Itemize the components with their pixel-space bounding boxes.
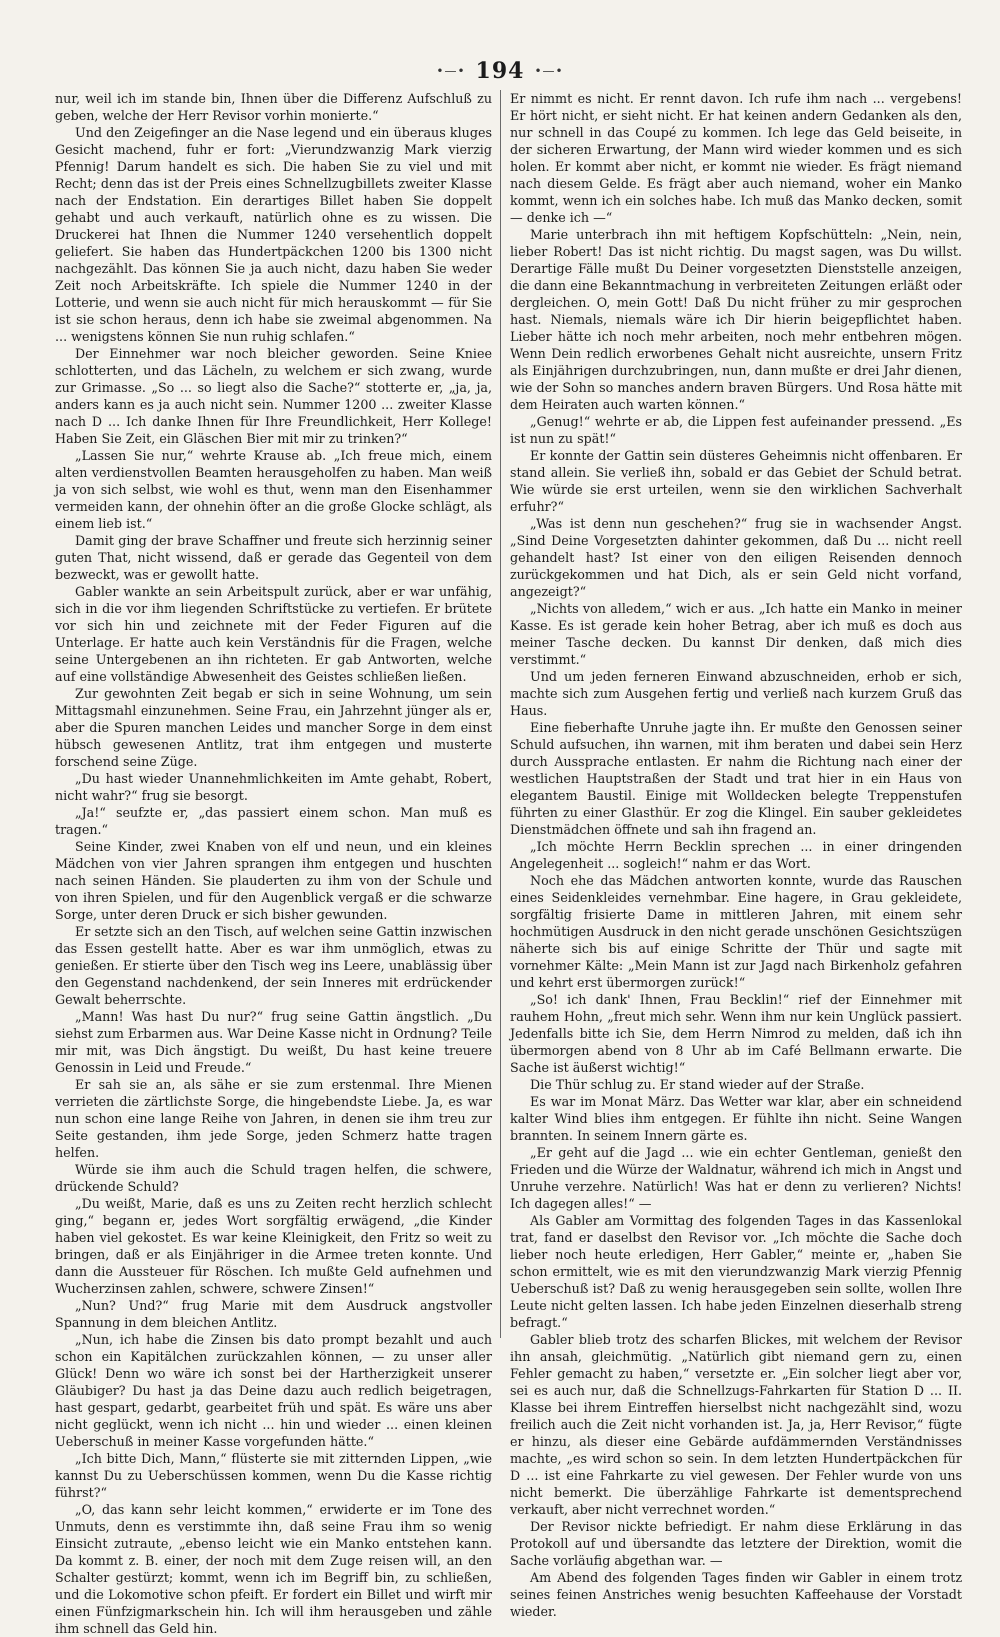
paragraph: „Lassen Sie nur,“ wehrte Krause ab. „Ich freue mich, einem alten verdienstvollen Beamten herausgeholfen zu haben. Man weiß ja von sich selbst, wie wohl es thut, wenn man den Eisenhammer vermeiden kann, der ohnehin öfter an die große Glocke schlägt, als einem lieb ist.“ (55, 448, 492, 531)
paragraph: „So! ich dank' Ihnen, Frau Becklin!“ rief der Einnehmer mit rauhem Hohn, „freut mich sehr. Wenn ihm nur kein Unglück passiert. Jedenfalls bitte ich Sie, dem Herrn Nimrod zu melden, daß ich ihn übermorgen abend von 8 Uhr ab im Café Bellmann erwarte. Die Sache ist äußerst wichtig!“ (510, 992, 962, 1075)
paragraph: „Ja!“ seufzte er, „das passiert einem schon. Man muß es tragen.“ (55, 805, 492, 837)
paragraph: „Er geht auf die Jagd ... wie ein echter Gentleman, genießt den Frieden und die Würze der Waldnatur, während ich mich in Angst und Unruhe verzehre. Natürlich! Was hat er denn zu verlieren? Nichts! Ich dagegen alles!“ — (510, 1145, 962, 1211)
paragraph: Der Einnehmer war noch bleicher geworden. Seine Kniee schlotterten, und das Lächeln, zu welchem er sich zwang, wurde zur Grimasse. „So ... so liegt also die Sache?“ stotterte er, „ja, ja, anders kann es ja auch nicht sein. Nummer 1200 ... zweiter Klasse nach D ... Ich danke Ihnen für Ihre Freundlichkeit, Herr Kollege! Haben Sie Zeit, ein Gläschen Bier mit mir zu trinken?“ (55, 346, 492, 446)
paragraph: Und um jeden ferneren Einwand abzuschneiden, erhob er sich, machte sich zum Ausgehen fertig und verließ nach kurzem Gruß das Haus. (510, 669, 962, 718)
paragraph: „Ich möchte Herrn Becklin sprechen ... in einer dringenden Angelegenheit ... sogleich!“ nahm er das Wort. (510, 839, 962, 871)
paragraph: „Nichts von alledem,“ wich er aus. „Ich hatte ein Manko in meiner Kasse. Es ist gerade kein hoher Betrag, aber ich muß es doch aus meiner Tasche decken. Du kannst Dir denken, daß mich dies verstimmt.“ (510, 601, 962, 667)
paragraph: „Ich bitte Dich, Mann,“ flüsterte sie mit zitternden Lippen, „wie kannst Du zu Ueberschüssen kommen, wenn Du die Kasse richtig führst?“ (55, 1451, 492, 1500)
paragraph: „Nun? Und?“ frug Marie mit dem Ausdruck angstvoller Spannung in dem bleichen Antlitz. (55, 1298, 492, 1330)
paragraph: Gabler blieb trotz des scharfen Blickes, mit welchem der Revisor ihn ansah, gleichmütig. „Natürlich gibt niemand gern zu, einen Fehler gemacht zu haben,“ versetzte er. „Ein solcher liegt aber vor, sei es auch nur, daß die Schnellzugs-Fahrkarten für Station D ... II. Klasse bei ihrem Eintreffen hierselbst nicht nachgezählt sind, wozu freilich auch die Zeit nicht vorhanden ist. Ja, ja, Herr Revisor,“ fügte er hinzu, als dieser eine Gebärde aufdämmernden Verständnisses machte, „es wird schon so sein. In dem letzten Hundertpäckchen für D ... ist eine Fahrkarte zu viel gewesen. Der Fehler wurde von uns nicht bemerkt. Die überzählige Fahrkarte ist dementsprechend verkauft, aber nicht verrechnet worden.“ (510, 1332, 962, 1517)
paragraph: Er sah sie an, als sähe er sie zum erstenmal. Ihre Mienen verrieten die zärtlichste Sorge, die hingebendste Liebe. Ja, es war nun schon eine lange Reihe von Jahren, in denen sie ihm treu zur Seite gestanden, ihm jede Sorge, jeden Schmerz hatte tragen helfen. (55, 1077, 492, 1160)
paragraph: Die Thür schlug zu. Er stand wieder auf der Straße. (530, 1077, 865, 1092)
paragraph: „Genug!“ wehrte er ab, die Lippen fest aufeinander pressend. „Es ist nun zu spät!“ (510, 414, 962, 446)
page-header (0, 56, 1000, 86)
paragraph: Er konnte der Gattin sein düsteres Geheimnis nicht offenbaren. Er stand allein. Sie verließ ihn, sobald er das Gebiet der Schuld betrat. Wie würde sie erst urteilen, wenn sie den wirklichen Sachverhalt erfuhr?“ (510, 448, 962, 514)
page-number: 194 (475, 58, 525, 84)
header-ornament-right: •—• (534, 64, 564, 78)
paragraph: „Du weißt, Marie, daß es uns zu Zeiten recht herzlich schlecht ging,“ begann er, jedes Wort sorgfältig erwägend, „die Kinder haben viel gekostet. Es war keine Kleinigkeit, den Fritz so weit zu bringen, daß er als Einjähriger in die Armee treten konnte. Und dann die Aussteuer für Röschen. Ich mußte Geld aufnehmen und Wucherzinsen zahlen, schwere, schwere Zinsen!“ (55, 1196, 492, 1296)
paragraph: Seine Kinder, zwei Knaben von elf und neun, und ein kleines Mädchen von vier Jahren sprangen ihm entgegen und huschten nach seinen Händen. Sie plauderten zu ihm von der Schule und von ihren Spielen, und für den Augenblick vergaß er die schwarze Sorge, unter deren Druck er sich bisher gewunden. (55, 839, 492, 922)
paragraph: Er nimmt es nicht. Er rennt davon. Ich rufe ihm nach ... vergebens! Er hört nicht, er sieht nicht. Er hat keinen andern Gedanken als den, nur schnell in das Coupé zu kommen. Ich lege das Geld beiseite, in der sicheren Erwartung, der Mann wird wieder kommen und es sich holen. Er kommt aber nicht, er kommt nie wieder. Es frägt niemand nach diesem Gelde. Es frägt aber auch niemand, woher ein Manko kommt, wenn ich ein solches habe. Ich muß das Manko decken, somit — denke ich —“ (510, 91, 962, 225)
right-column (510, 90, 962, 1619)
paragraph: Würde sie ihm auch die Schuld tragen helfen, die schwere, drückende Schuld? (55, 1162, 492, 1194)
column-divider (500, 90, 501, 1338)
paragraph: Gabler wankte an sein Arbeitspult zurück, aber er war unfähig, sich in die vor ihm liegenden Schriftstücke zu vertiefen. Er brütete vor sich hin und zeichnete mit der Feder Figuren auf die Unterlage. Er hatte auch kein Verständnis für die Fragen, welche seine Untergebenen an ihn richteten. Er gab Antworten, welche auf eine vollständige Abwesenheit des Geistes schließen ließen. (55, 584, 492, 684)
paragraph: „Nun, ich habe die Zinsen bis dato prompt bezahlt und auch schon ein Kapitälchen zurückzahlen können, — zu unser aller Glück! Denn wo wäre ich sonst bei der Hartherzigkeit unserer Gläubiger? Du hast ja das Deine dazu auch redlich beigetragen, hast gespart, gedarbt, gearbeitet früh und spät. Es wäre uns aber nicht geglückt, wenn ich nicht ... hin und wieder ... einen kleinen Ueberschuß in meiner Kasse vorgefunden hätte.“ (55, 1332, 492, 1449)
paragraph: Er setzte sich an den Tisch, auf welchen seine Gattin inzwischen das Essen gestellt hatte. Aber es war ihm unmöglich, etwas zu genießen. Er stierte über den Tisch weg ins Leere, unablässig über den Gegenstand nachdenkend, der sein Inneres mit erdrückender Gewalt beherrschte. (55, 924, 492, 1007)
left-column (55, 90, 492, 1636)
paragraph: Zur gewohnten Zeit begab er sich in seine Wohnung, um sein Mittagsmahl einzunehmen. Seine Frau, ein Jahrzehnt jünger als er, aber die Spuren manchen Leides und mancher Sorge in dem einst hübsch gewesenen Antlitz, trat ihm entgegen und musterte forschend seine Züge. (55, 686, 492, 769)
paragraph: Marie unterbrach ihn mit heftigem Kopfschütteln: „Nein, nein, lieber Robert! Das ist nicht richtig. Du magst sagen, was Du willst. Derartige Fälle mußt Du Deiner vorgesetzten Dienststelle anzeigen, die dann eine Bekanntmachung in verbreiteten Zeitungen erläßt oder dergleichen. O, mein Gott! Daß Du nicht früher zu mir gesprochen hast. Niemals, niemals wäre ich Dir hierin beigepflichtet haben. Lieber hätte ich noch mehr arbeiten, noch mehr entbehren mögen. Wenn Dein redlich erworbenes Gehalt nicht ausreichte, unsern Fritz als Einjährigen durchzubringen, nun, dann mußte er drei Jahr dienen, wie der Sohn so manches andern braven Bürgers. Und Rosa hätte mit dem Heiraten auch warten können.“ (510, 227, 962, 412)
paragraph: Noch ehe das Mädchen antworten konnte, wurde das Rauschen eines Seidenkleides vernehmbar. Eine hagere, in Grau gekleidete, sorgfältig frisierte Dame in mittleren Jahren, mit einem sehr hochmütigen Ausdruck in den nicht gerade unschönen Gesichtszügen näherte sich bis auf einige Schritte der Thür und sagte mit vornehmer Kälte: „Mein Mann ist zur Jagd nach Birkenholz gefahren und kehrt erst übermorgen zurück!“ (510, 873, 962, 990)
paragraph: „Du hast wieder Unannehmlichkeiten im Amte gehabt, Robert, nicht wahr?“ frug sie besorgt. (55, 771, 492, 803)
paragraph: nur, weil ich im stande bin, Ihnen über die Differenz Aufschluß zu geben, welche der Herr Revisor vorhin monierte.“ (55, 91, 492, 123)
header-ornament-left: •—• (436, 64, 466, 78)
paragraph: Als Gabler am Vormittag des folgenden Tages in das Kassenlokal trat, fand er daselbst den Revisor vor. „Ich möchte die Sache doch lieber noch heute erledigen, Herr Gabler,“ meinte er, „haben Sie schon ermittelt, wie es mit den vierundzwanzig Mark vierzig Pfennig Ueberschuß ist? Daß zu wenig herausgegeben sein sollte, wollen Ihre Leute nicht gelten lassen. Ich habe jeden Einzelnen dieserhalb streng befragt.“ (510, 1213, 962, 1330)
paragraph: „Mann! Was hast Du nur?“ frug seine Gattin ängstlich. „Du siehst zum Erbarmen aus. War Deine Kasse nicht in Ordnung? Teile mir mit, was Dich ängstigt. Du weißt, Du hast keine treuere Genossin in Leid und Freude.“ (55, 1009, 492, 1075)
paragraph: Damit ging der brave Schaffner und freute sich herzinnig seiner guten That, nicht wissend, daß er gerade das Gegenteil von dem bezweckt, was er gewollt hatte. (55, 533, 492, 582)
paragraph: „O, das kann sehr leicht kommen,“ erwiderte er im Tone des Unmuts, denn es verstimmte ihn, daß seine Frau ihm so wenig Einsicht zutraute, „ebenso leicht wie ein Manko entstehen kann. Da kommt z. B. einer, der noch mit dem Zuge reisen will, an den Schalter gestürzt; kommt, wenn ich im Begriff bin, zu schließen, und die Lokomotive schon pfeift. Er fordert ein Billet und wirft mir einen Fünfzigmarkschein hin. Ich will ihm herausgeben und zähle ihm schnell das Geld hin. (55, 1502, 492, 1636)
paragraph: Eine fieberhafte Unruhe jagte ihn. Er mußte den Genossen seiner Schuld aufsuchen, ihn warnen, mit ihm beraten und dabei sein Herz durch Aussprache entlasten. Er nahm die Richtung nach einer der westlichen Hauptstraßen der Stadt und trat hier in ein Haus von elegantem Baustil. Einige mit Wolldecken belegte Treppenstufen führten zu einer Glasthür. Er zog die Klingel. Ein sauber gekleidetes Dienstmädchen öffnete und sah ihn fragend an. (510, 720, 962, 837)
paragraph: Der Revisor nickte befriedigt. Er nahm diese Erklärung in das Protokoll auf und übersandte das letztere der Direktion, womit die Sache vorläufig abgethan war. — (510, 1519, 962, 1568)
paragraph: Am Abend des folgenden Tages finden wir Gabler in einem trotz seines feinen Anstriches wenig besuchten Kaffeehause der Vorstadt wieder. (510, 1570, 962, 1619)
paragraph: Und den Zeigefinger an die Nase legend und ein überaus kluges Gesicht machend, fuhr er fort: „Vierundzwanzig Mark vierzig Pfennig! Darum handelt es sich. Die haben Sie zu viel und mit Recht; denn das ist der Preis eines Schnellzugbillets zweiter Klasse nach der Endstation. Ein derartiges Billet haben Sie doppelt gehabt und auch verkauft, natürlich ohne es zu wissen. Die Druckerei hat Ihnen die Nummer 1240 versehentlich doppelt geliefert. Sie haben das Hundertpäckchen 1200 bis 1300 nicht nachgezählt. Das können Sie ja auch nicht, dazu haben Sie weder Zeit noch Arbeitskräfte. Ich spiele die Nummer 1240 in der Lotterie, und wenn sie auch nicht für mich herauskommt — für Sie ist sie schon heraus, denn ich habe sie zweimal abgenommen. Na ... wenigstens können Sie nun ruhig schlafen.“ (55, 125, 492, 344)
paragraph: Es war im Monat März. Das Wetter war klar, aber ein schneidend kalter Wind blies ihm entgegen. Er fühlte ihn nicht. Seine Wangen brannten. In seinem Innern gärte es. (510, 1094, 962, 1143)
paragraph: „Was ist denn nun geschehen?“ frug sie in wachsender Angst. „Sind Deine Vorgesetzten dahinter gekommen, daß Du ... nicht reell gehandelt hast? Ist einer von den eiligen Reisenden dennoch zurückgekommen und hat Dich, als er sein Geld nicht vorfand, angezeigt?“ (510, 516, 962, 599)
